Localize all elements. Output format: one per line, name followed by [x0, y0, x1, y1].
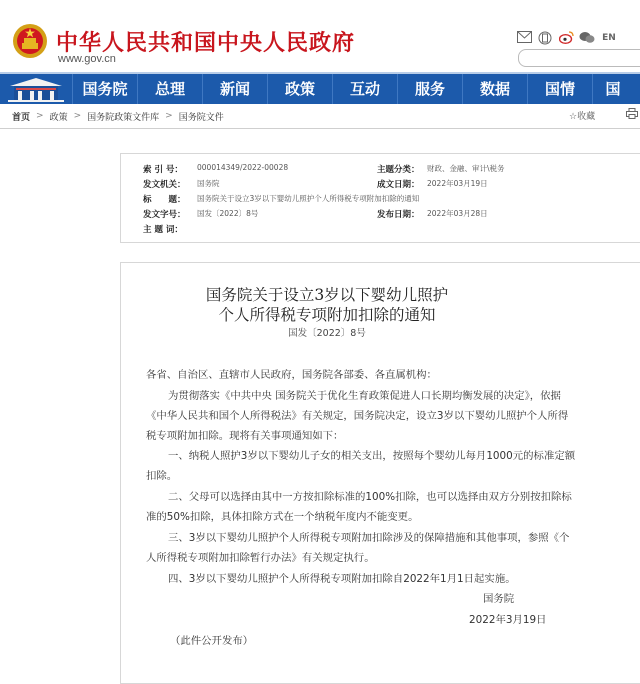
header-icons: [516, 30, 618, 46]
article-footnote: （此件公开发布）: [170, 635, 254, 647]
article-intro-line1: 为贯彻落实《中共中央 国务院关于优化生育政策促进人口长期均衡发展的决定》，依据: [168, 390, 561, 402]
breadcrumb-separator: >: [165, 111, 173, 121]
meta-docno-label: 发文字号：: [143, 210, 186, 220]
meta-title-value: 国务院关于设立3岁以下婴幼儿照护个人所得税专项附加扣除的通知: [197, 194, 420, 203]
nav-item-guowuyuan[interactable]: 国务院: [72, 74, 137, 104]
article-item3-line1: 三、3岁以下婴幼儿照护个人所得税专项附加扣除涉及的保障措施和其他事项，参照《个: [168, 532, 570, 544]
wechat-icon[interactable]: [579, 31, 595, 45]
print-icon[interactable]: [626, 108, 638, 122]
main-nav: [0, 72, 640, 104]
meta-topic-label: 主题分类：: [377, 165, 420, 175]
nav-item-zhengce[interactable]: 政策: [267, 74, 332, 104]
meta-title-label: 标 题：: [143, 195, 186, 205]
breadcrumb: [12, 108, 224, 124]
article-body: [120, 262, 640, 684]
meta-issuer-label: 发文机关：: [143, 180, 186, 190]
nav-item-shuju[interactable]: 数据: [462, 74, 527, 104]
nav-home-gate-icon[interactable]: [0, 74, 72, 104]
document-metadata: [120, 153, 640, 243]
nav-item-hudong[interactable]: 互动: [332, 74, 397, 104]
nav-items: [72, 74, 633, 104]
article-greeting: 各省、自治区、直辖市人民政府，国务院各部委、各直属机构：: [146, 369, 437, 381]
meta-issuer-value: 国务院: [197, 179, 220, 188]
divider: [0, 128, 640, 129]
article-title-line1: 国务院关于设立3岁以下婴幼儿照护: [205, 286, 449, 304]
article-sign-date: 2022年3月19日: [469, 614, 547, 626]
meta-published-label: 发布日期：: [377, 210, 420, 220]
meta-date-written-value: 2022年03月19日: [427, 179, 488, 188]
article-item3-line2: 人所得税专项附加扣除暂行办法》有关规定执行。: [146, 552, 375, 564]
article-item4: 四、3岁以下婴幼儿照护个人所得税专项附加扣除自2022年1月1日起实施。: [168, 573, 516, 585]
article-item2-line1: 二、父母可以选择由其中一方按扣除标准的100%扣除，也可以选择由双方分别按扣除标: [168, 491, 572, 503]
article-intro-line3: 税专项附加扣除。现将有关事项通知如下：: [146, 430, 344, 442]
article-item1-line2: 扣除。: [146, 470, 178, 482]
en-icon[interactable]: EN: [602, 33, 616, 43]
article-intro-line2: 《中华人民共和国个人所得税法》有关规定，国务院决定，设立3岁以下婴幼儿照护个人所得: [146, 410, 569, 422]
article-doc-number: 国发〔2022〕8号: [288, 328, 366, 339]
nav-item-zongli[interactable]: 总理: [137, 74, 202, 104]
breadcrumb-policy-library[interactable]: 国务院政策文件库: [87, 112, 160, 123]
article-item1-line1: 一、纳税人照护3岁以下婴幼儿子女的相关支出，按照每个婴幼儿每月1000元的标准定额: [168, 450, 576, 462]
meta-date-written-label: 成文日期：: [377, 180, 420, 190]
meta-topic-value: 财政、金融、审计\税务: [427, 164, 505, 173]
breadcrumb-home[interactable]: 首页: [12, 112, 31, 123]
meta-subject-label: 主 题 词：: [143, 225, 183, 235]
meta-index-value: 000014349/2022-00028: [197, 163, 289, 172]
breadcrumb-separator: >: [73, 111, 82, 121]
site-header: [0, 0, 640, 72]
nav-item-guoqing[interactable]: 国情: [527, 74, 592, 104]
meta-index-label: 索 引 号：: [143, 165, 183, 175]
article-signature: 国务院: [483, 593, 515, 605]
breadcrumb-state-council-docs[interactable]: 国务院文件: [178, 112, 224, 123]
article-title-line2: 个人所得税专项附加扣除的通知: [218, 306, 436, 324]
mobile-icon[interactable]: [537, 31, 553, 45]
email-icon[interactable]: [516, 31, 532, 45]
site-url[interactable]: www.gov.cn: [58, 53, 116, 65]
nav-item-xinwen[interactable]: 新闻: [202, 74, 267, 104]
meta-docno-value: 国发〔2022〕8号: [197, 209, 259, 218]
weibo-icon[interactable]: [558, 31, 574, 45]
site-title[interactable]: 中华人民共和国中央人民政府: [56, 31, 356, 56]
breadcrumb-separator: >: [36, 111, 44, 121]
national-emblem-icon[interactable]: [12, 22, 48, 60]
meta-published-value: 2022年03月28日: [427, 209, 488, 218]
collect-button[interactable]: ☆收藏: [569, 112, 596, 122]
article-item2-line2: 准的50%扣除，具体扣除方式在一个纳税年度内不能变更。: [146, 511, 419, 523]
search-input[interactable]: [518, 49, 640, 67]
nav-item-fuwu[interactable]: 服务: [397, 74, 462, 104]
breadcrumb-policy[interactable]: 政策: [49, 112, 68, 123]
nav-item-guo[interactable]: 国: [592, 74, 633, 104]
